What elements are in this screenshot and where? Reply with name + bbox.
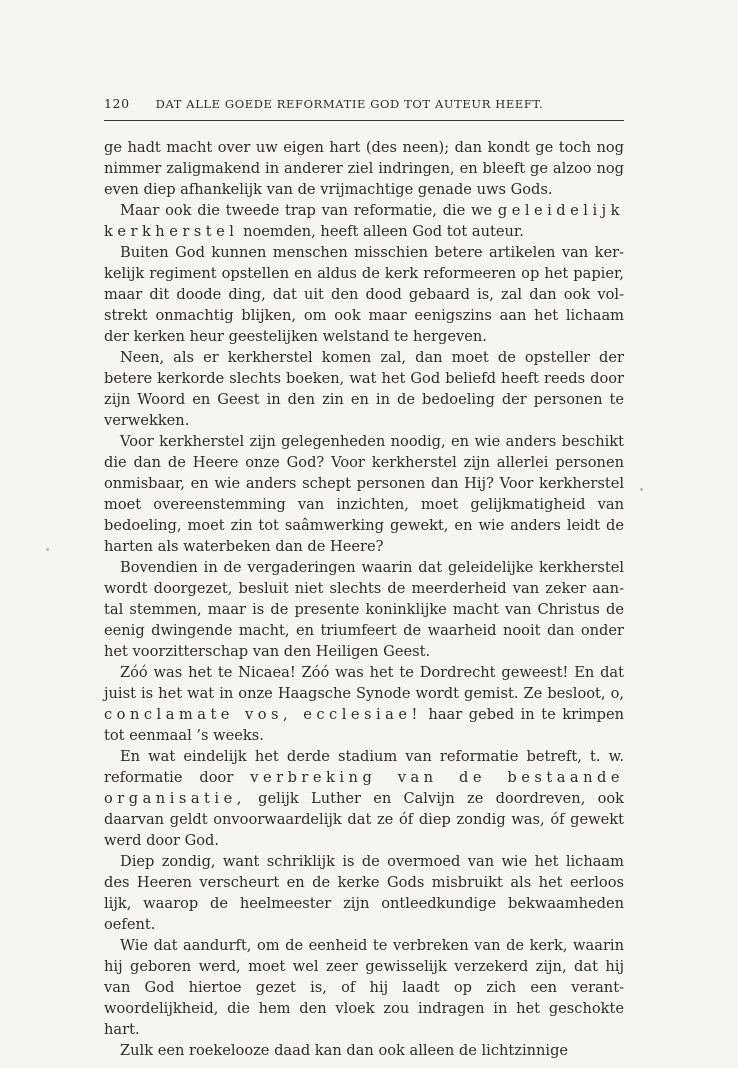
text-run: En wat eindelijk het derde stadium van reformatie betreft, t. w. reformatie door (104, 748, 624, 786)
running-title: DAT ALLE GOEDE REFORMATIE GOD TOT AUTEUR HEEFT. (155, 97, 544, 111)
spaced-emphasis: conclamate vos, ecclesiae! (104, 706, 422, 723)
text-run: haar gebed in te krimpen tot eenmaal ’s weeks. (104, 706, 624, 744)
spaced-emphasis: geleidelijk kerkherstel (104, 202, 624, 240)
text-run: gelijk Luther en Calvijn ze doordreven, ook daarvan geldt onvoorwaardelijk dat ze óf diep zondig was, óf gewekt werd door God. (104, 790, 624, 849)
text-run: Maar ook die tweede trap van reformatie, die we (120, 202, 498, 219)
paragraph (104, 935, 624, 1040)
text-run: ge hadt macht over uw eigen hart (des neen); dan kondt ge toch nog nimmer zaligmakend in anderer ziel indringen, en bleeft ge alzoo nog even diep afhankelijk van de vrijmachtige genade uws Gods. (104, 139, 624, 198)
text-run: Diep zondig, want schriklijk is de overmoed van wie het lichaam des Heeren verscheurt en de kerke Gods misbruikt als het eerloos lijk, waarop de heelmeester zijn ontleedkundige bekwaamheden oefent. (104, 853, 624, 933)
paragraph (104, 242, 624, 347)
text-run: Neen, als er kerkherstel komen zal, dan moet de opsteller der betere kerkorde slechts boeken, wat het God beliefd heeft reeds door zijn Woord en Geest in den zin en in de bedoeling der personen te verwekken. (104, 349, 624, 429)
page-header (104, 96, 624, 121)
spaced-emphasis: verbreking van de bestaande organisatie, (104, 769, 625, 807)
paragraph (104, 347, 624, 431)
paragraph (104, 557, 624, 662)
text-run: noemden, heeft alleen God tot auteur. (238, 223, 524, 240)
paragraph (104, 1040, 624, 1061)
paragraph (104, 851, 624, 935)
paper-speck (640, 488, 643, 491)
body-text (104, 137, 624, 1061)
paragraph (104, 431, 624, 557)
text-run: Bovendien in de vergaderingen waarin dat geleidelijke kerkherstel wordt doorgezet, besluit niet slechts de meerderheid van zeker aantal stemmen, maar is de presente koninklijke macht van Christus de eenig dwingende macht, en triumfeert de waarheid nooit dan onder het voorzitterschap van den Heiligen Geest. (104, 559, 624, 660)
text-run: Buiten God kunnen menschen misschien betere artikelen van kerkelijk regiment opstellen en aldus de kerk reformeeren op het papier, maar dit doode ding, dat uit den dood gebaard is, zal dan ook volstrekt onmachtig blijken, om ook maar eenigszins aan het lichaam der kerken heur geestelijken welstand te hergeven. (104, 244, 624, 345)
text-run: Zóó was het te Nicaea! Zóó was het te Dordrecht geweest! En dat juist is het wat in onze Haagsche Synode wordt gemist. Ze besloot, o, (104, 664, 624, 702)
text-run: Wie dat aandurft, om de eenheid te verbreken van de kerk, waarin hij geboren werd, moet wel zeer gewisselijk verzekerd zijn, dat hij van God hiertoe gezet is, of hij laadt op zich een verantwoordelijkheid, die hem den vloek zou indragen in het geschokte hart. (104, 937, 624, 1038)
paragraph (104, 746, 624, 851)
text-run: Zulk een roekelooze daad kan dan ook alleen de lichtzinnige (120, 1042, 569, 1059)
paragraph (104, 137, 624, 200)
page-number: 120 (104, 96, 130, 111)
paragraph (104, 662, 624, 746)
paragraph (104, 200, 624, 242)
paper-speck (46, 548, 49, 551)
book-page (104, 96, 624, 1061)
text-run: Voor kerkherstel zijn gelegenheden noodig, en wie anders beschikt die dan de Heere onze God? Voor kerkherstel zijn allerlei personen onmisbaar, en wie anders schept personen dan Hij? Voor kerkherstel moet overeenstemming van inzichten, moet gelijkmatigheid van bedoeling, moet zin tot saâmwerking gewekt, en wie anders leidt de harten als waterbeken dan de Heere? (104, 433, 624, 555)
